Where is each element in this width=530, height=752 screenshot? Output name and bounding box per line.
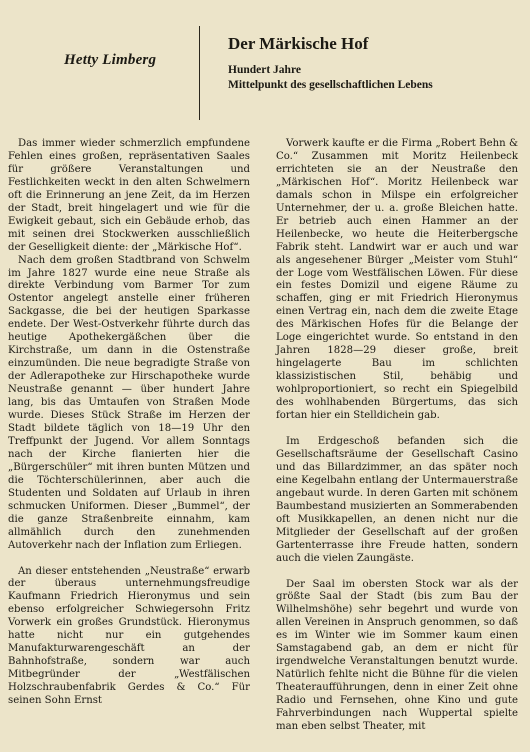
paragraph: Nach dem großen Stadtbrand von Schwelm im Jahre 1827 wurde eine neue Straße als direkte Verbindung vom Barmer Tor zum Ostentor angelegt anstelle einer früheren Sackgasse, die bei der heutigen Sparkasse endete. Der West-Ostverkehr führte durch das heutige Apothekergäßchen über die Kirchstraße, um dann in die Ostenstraße einzumünden. Die neue begradigte Straße von der Adlerapotheke zur Hirschapotheke wurde Neustraße genannt — über hundert Jahre lang, bis das Umtaufen von Straßen Mode wurde. Dieses Stück Straße im Herzen der Stadt bildete täglich von 18—19 Uhr den Treffpunkt der Jugend. Vor allem Sonntags nach der Kirche flanierten hier die „Bürgerschüler“ mit ihren bunten Mützen und die Töchterschülerinnen, aber auch die Studenten und Soldaten auf Urlaub in ihren schmucken Uniformen. Dieser „Bummel“, der die ganze Straßenbreite einnahm, kam allmählich durch den zunehmenden Autoverkehr nach der Inflation zum Erliegen. <box>8 254 250 551</box>
paragraph: Vorwerk kaufte er die Firma „Robert Behn & Co.“ Zusammen mit Moritz Heilenbeck errichteten sie an der Neustraße den „Märkischen Hof“. Moritz Heilenbeck war damals schon in Milspe ein erfolgreicher Unternehmer, der u. a. große Bleichen hatte. Er betrieb auch einen Hammer an der Heilenbecke, wo heute die Heiterbergsche Fabrik steht. Landwirt war er auch und war als angesehener Bürger „Meister vom Stuhl“ der Loge vom Westfälischen Löwen. Für diese ein festes Domizil und eigene Räume zu schaffen, ging er mit Friedrich Hieronymus einen Vertrag ein, nach dem die zweite Etage des Märkischen Hofes für die Belange der Loge eingerichtet wurde. So entstand in den Jahren 1828—29 dieser große, breit hingelagerte Bau im schlichten klassizistischen Stil, behäbig und wohlproportioniert, so recht ein Spiegelbild des wohlhabenden Bürgertums, das sich fortan hier ein Stelldichein gab. <box>276 138 518 422</box>
subtitle-line-1: Hundert Jahre <box>228 64 301 76</box>
paragraph: Der Saal im obersten Stock war als der größte Saal der Stadt (bis zum Bau der Wilhelmshöhe) sehr begehrt und wurde von allen Vereinen in Anspruch genommen, so daß es im Winter wie im Sommer kaum einen Samstagabend gab, an dem er nicht für irgendwelche Veranstaltungen benutzt wurde. Natürlich fehlte nicht die Bühne für die vielen Theateraufführungen, denn in einer Zeit ohne Radio und Fernsehen, ohne Kino und gute Fahrverbindungen nach Wuppertal spielte man eben selbst Theater, mit <box>276 578 518 732</box>
paragraph: An dieser entstehenden „Neustraße“ erwarb der überaus unternehmungsfreudige Kaufmann Friedrich Hieronymus und sein ebenso erfolgreicher Schwiegersohn Fritz Vorwerk ein großes Grundstück. Hieronymus hatte nicht nur ein gutgehendes Manufakturwarengeschäft an der Bahnhofstraße, sondern war auch Mitbegründer der „Westfälischen Holzschraubenfabrik Gerdes & Co.“ Für seinen Sohn Ernst <box>8 565 250 707</box>
left-column <box>8 138 250 708</box>
author-name: Hetty Limberg <box>64 52 157 68</box>
header-divider <box>199 26 200 120</box>
subtitle-line-2: Mittelpunkt des gesellschaftlichen Lebens <box>228 79 433 91</box>
paragraph: Im Erdgeschoß befanden sich die Gesellschaftsräume der Gesellschaft Casino und das Billardzimmer, an das später noch eine Kegelbahn entlang der Untermauerstraße angebaut wurde. In deren Garten mit schönem Baumbestand musizierten an Sommerabenden oft Musikkapellen, an denen nicht nur die Mitglieder der Gesellschaft auf der großen Gartenterrasse ihre Freude hatten, sondern auch die vielen Zaungäste. <box>276 435 518 564</box>
right-column <box>276 138 518 734</box>
paragraph: Das immer wieder schmerzlich empfundene Fehlen eines großen, repräsentativen Saales für größere Veranstaltungen und Festlichkeiten weckt in den alten Schwelmern oft die Erinnerung an jene Zeit, da im Herzen der Stadt, breit hingelagert und wie für die Ewigkeit gebaut, sich ein Gebäude erhob, das mit seinen drei Stockwerken ausschließlich der Geselligkeit diente: der „Märkische Hof“. <box>8 138 250 253</box>
article-title: Der Märkische Hof <box>228 34 369 53</box>
article-subtitle <box>228 63 433 93</box>
